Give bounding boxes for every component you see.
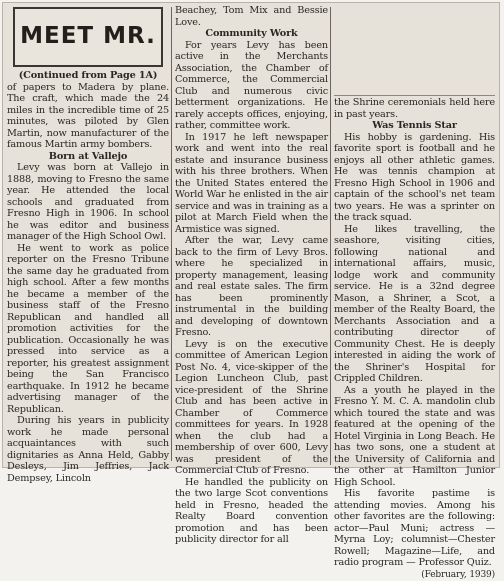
newspaper-clipping: [2, 2, 500, 468]
continued-line: (Continued from Page 1A): [7, 70, 169, 82]
paragraph: In 1917 he left newspaper work and went into the real estate and insurance business with his three brothers. When the United States entered the World War he enlisted in the air service and was in training as a pilot at March Field when the Armistice was signed.: [175, 132, 328, 236]
paragraph: After the war, Levy came back to the firm of Levy Bros. where he specialized in property management, leasing and real estate sales. The firm has been prominently instrumental in the building and developing of downtown Fresno.: [175, 235, 328, 339]
column-rule-right: [330, 7, 331, 465]
section-heading-was-tennis-star: Was Tennis Star: [334, 120, 495, 132]
paragraph: He went to work as police reporter on the Fresno Tribune the same day he graduated from high school. After a few months he became a member of the business staff of the Fresno Republican and handled all promotion activities for the publication. Occasionally he was pressed into service as a reporter, his greatest assignment being the San Francisco earthquake. In 1912 he became advertising manager of the Republican.: [7, 243, 169, 416]
paragraph: of papers to Madera by plane. The craft, which made the 24 miles in the incredible time of 25 minutes, was piloted by Glen Martin, now manufacturer of the famous Martin army bombers.: [7, 82, 169, 151]
headline-text: MEET MR.: [20, 31, 156, 43]
paragraph: Levy was born at Vallejo in 1888, moving to Fresno the same year. He attended the local schools and graduated from Fresno High in 1906. In school he was editor and business manager of the High School Owl.: [7, 162, 169, 243]
headline-banner: [13, 7, 163, 67]
column-rule-left: [171, 7, 172, 461]
paragraph: During his years in publicity work he made personal acquaintances with such dignitaries as Anna Held, Gabby Desleys, Jim Jeffries, Jack Dempsey, Lincoln: [7, 415, 169, 484]
paragraph: the Shrine ceremonials held here in past years.: [334, 97, 495, 120]
column-rule-break: [334, 95, 495, 96]
paragraph: Levy is on the executive committee of American Legion Post No. 4, vice-skipper of the Legion Luncheon Club, past vice-president of the Shrine Club and has been active in Chamber of Commerce committees for years. In 1928 when the club had a membership of over 600, Levy was president of the Commercial Club of Fresno.: [175, 339, 328, 477]
article-column-2: [175, 5, 328, 465]
paragraph: As a youth he played in the Fresno Y. M. C. A. mandolin club which toured the state and was featured at the opening of the Hotel Virginia in Long Beach. He has two sons, one a student at the University of California and the other at Hamilton Junior High School.: [334, 385, 495, 489]
paragraph: He handled the publicity on the two large Scot conventions held in Fresno, headed the Realty Board convention promotion and has been publicity director for all: [175, 477, 328, 546]
paragraph: His favorite pastime is attending movies. Among his other favorites are the following: actor—Paul Muni; actress — Myrna Loy; columnist—Chester Rowell; Magazine—Life, and radio program — Professor Quiz.: [334, 488, 495, 569]
section-heading-community-work: Community Work: [175, 28, 328, 40]
article-column-1: [7, 7, 169, 465]
paragraph: His hobby is gardening. His favorite sport is football and he enjoys all other athletic games. He was tennis champion at Fresno High School in 1906 and captain of the school's net team two years. He was a sprinter on the track squad.: [334, 132, 495, 224]
paragraph: For years Levy has been active in the Merchants Association, the Chamber of Commerce, the Commercial Club and numerous civic betterment organizations. He rarely accepts offices, enjoying, rather, committee work.: [175, 40, 328, 132]
paragraph: Beachey, Tom Mix and Bessie Love.: [175, 5, 328, 28]
article-column-3: [334, 97, 495, 467]
date-line: (February, 1939): [334, 570, 495, 581]
paragraph: He likes travelling, the seashore, visiting cities, following national and international affairs, music, lodge work and community service. He is a 32nd degree Mason, a Shriner, a Scot, a member of the Realty Board, the Merchants Association and a contributing director of Community Chest. He is deeply interested in aiding the work of the Shriner's Hospital for Crippled Children.: [334, 224, 495, 385]
section-heading-born-at-vallejo: Born at Vallejo: [7, 151, 169, 163]
